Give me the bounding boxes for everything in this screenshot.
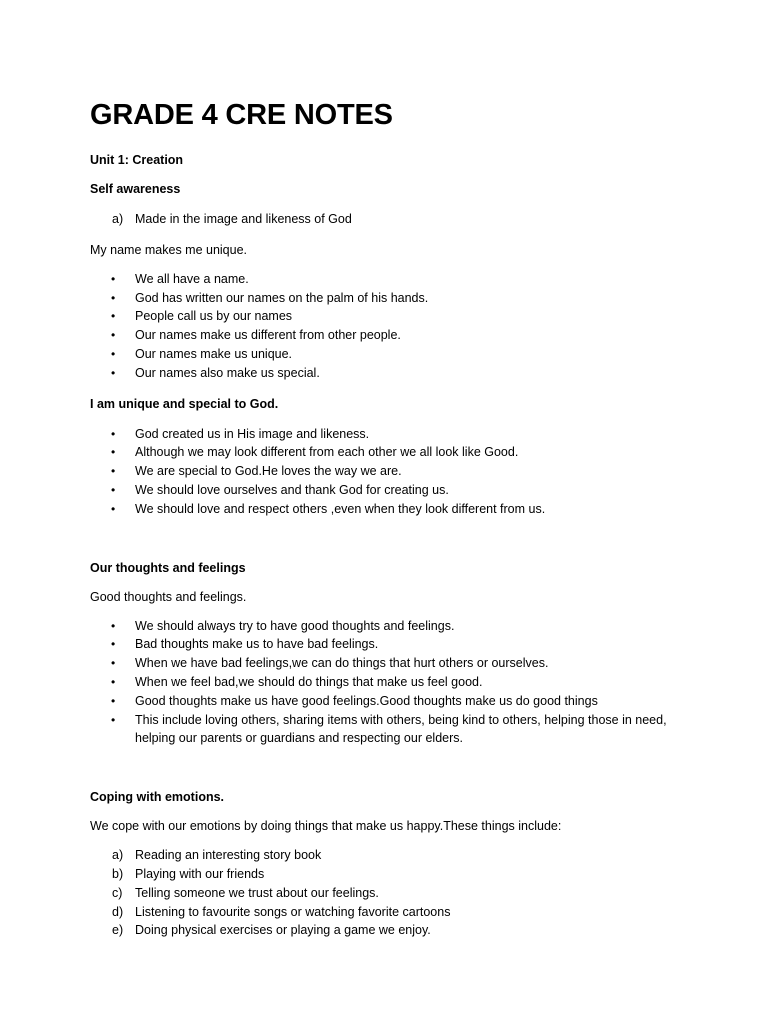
list-item-text: Reading an interesting story book xyxy=(135,848,322,863)
list-item-text: We should love and respect others ,even when they look different from us. xyxy=(135,501,546,516)
bullet-icon: • xyxy=(111,618,116,633)
list-marker: a) xyxy=(112,212,124,226)
list-item-text: Doing physical exercises or playing a game we enjoy. xyxy=(135,923,431,938)
bullet-icon: • xyxy=(111,426,116,441)
list-item-text: We should love ourselves and thank God for creating us. xyxy=(135,482,449,497)
list-item xyxy=(90,326,708,345)
list-item-text: Our names make us different from other people. xyxy=(135,328,401,343)
page-title: GRADE 4 CRE NOTES xyxy=(90,99,393,131)
list-item xyxy=(90,711,708,749)
self-awareness-list xyxy=(90,210,708,229)
list-item-text: God created us in His image and likeness. xyxy=(135,426,370,441)
section-spacer xyxy=(90,532,708,560)
bullet-icon: • xyxy=(111,482,116,497)
list-item-text: We should always try to have good thoughts and feelings. xyxy=(135,618,455,633)
name-bullets xyxy=(90,270,708,383)
list-item xyxy=(90,462,708,481)
section-spacer xyxy=(90,761,708,789)
list-item xyxy=(90,500,708,519)
list-item xyxy=(90,345,708,364)
list-item-text: Good thoughts make us have good feelings.Good thoughts make us do good things xyxy=(135,693,598,708)
list-item xyxy=(90,654,708,673)
list-item xyxy=(90,865,708,884)
list-item xyxy=(90,307,708,326)
list-item xyxy=(90,481,708,500)
bullet-icon: • xyxy=(111,501,116,516)
self-awareness-heading: Self awareness xyxy=(90,182,181,196)
list-item xyxy=(90,921,708,940)
bullet-icon: • xyxy=(111,445,116,460)
list-item-text: When we feel bad,we should do things that make us feel good. xyxy=(135,674,483,689)
bullet-icon: • xyxy=(111,309,116,324)
bullet-icon: • xyxy=(111,637,116,652)
list-marker: b) xyxy=(112,866,124,881)
list-marker: a) xyxy=(112,848,124,863)
bullet-icon: • xyxy=(111,674,116,689)
list-item xyxy=(90,210,708,229)
unit-heading: Unit 1: Creation xyxy=(90,153,184,167)
thoughts-heading: Our thoughts and feelings xyxy=(90,560,246,575)
thoughts-bullets xyxy=(90,617,708,749)
list-item-text: This include loving others, sharing items with others, being kind to others, helping those in need, helping our parents or guardians and respecting our elders. xyxy=(135,712,667,746)
list-item-text: Our names also make us special. xyxy=(135,365,320,380)
list-item-text: God has written our names on the palm of his hands. xyxy=(135,290,429,305)
coping-paragraph: We cope with our emotions by doing things that make us happy.These things include: xyxy=(90,819,562,834)
name-unique-paragraph: My name makes me unique. xyxy=(90,242,248,257)
list-item-text: We all have a name. xyxy=(135,271,249,286)
list-marker: d) xyxy=(112,904,124,919)
list-marker: e) xyxy=(112,923,124,938)
list-item-text: Bad thoughts make us to have bad feelings. xyxy=(135,637,379,652)
list-item-text: Our names make us unique. xyxy=(135,346,293,361)
good-thoughts-paragraph: Good thoughts and feelings. xyxy=(90,589,247,604)
bullet-icon: • xyxy=(111,365,116,380)
list-item-text: Although we may look different from each other we all look like Good. xyxy=(135,445,519,460)
bullet-icon: • xyxy=(111,328,116,343)
coping-heading: Coping with emotions. xyxy=(90,790,225,805)
list-marker: c) xyxy=(112,885,123,900)
coping-list xyxy=(90,846,708,940)
list-item xyxy=(90,270,708,289)
list-item xyxy=(90,903,708,922)
list-item xyxy=(90,673,708,692)
list-item-text: Playing with our friends xyxy=(135,866,265,881)
list-item-text: Telling someone we trust about our feelings. xyxy=(135,885,379,900)
bullet-icon: • xyxy=(111,346,116,361)
list-item xyxy=(90,617,708,636)
bullet-icon: • xyxy=(111,271,116,286)
list-item xyxy=(90,425,708,444)
list-item xyxy=(90,635,708,654)
list-item-text: Made in the image and likeness of God xyxy=(135,212,352,226)
bullet-icon: • xyxy=(111,712,116,727)
list-item xyxy=(90,692,708,711)
list-item-text: When we have bad feelings,we can do things that hurt others or ourselves. xyxy=(135,656,549,671)
list-item-text: Listening to favourite songs or watching favorite cartoons xyxy=(135,904,451,919)
list-item xyxy=(90,884,708,903)
unique-special-heading: I am unique and special to God. xyxy=(90,396,279,411)
list-item xyxy=(90,364,708,383)
bullet-icon: • xyxy=(111,464,116,479)
list-item xyxy=(90,289,708,308)
list-item xyxy=(90,443,708,462)
unique-bullets xyxy=(90,425,708,519)
bullet-icon: • xyxy=(111,656,116,671)
list-item-text: People call us by our names xyxy=(135,309,293,324)
bullet-icon: • xyxy=(111,693,116,708)
list-item-text: We are special to God.He loves the way we are. xyxy=(135,464,402,479)
list-item xyxy=(90,846,708,865)
bullet-icon: • xyxy=(111,290,116,305)
